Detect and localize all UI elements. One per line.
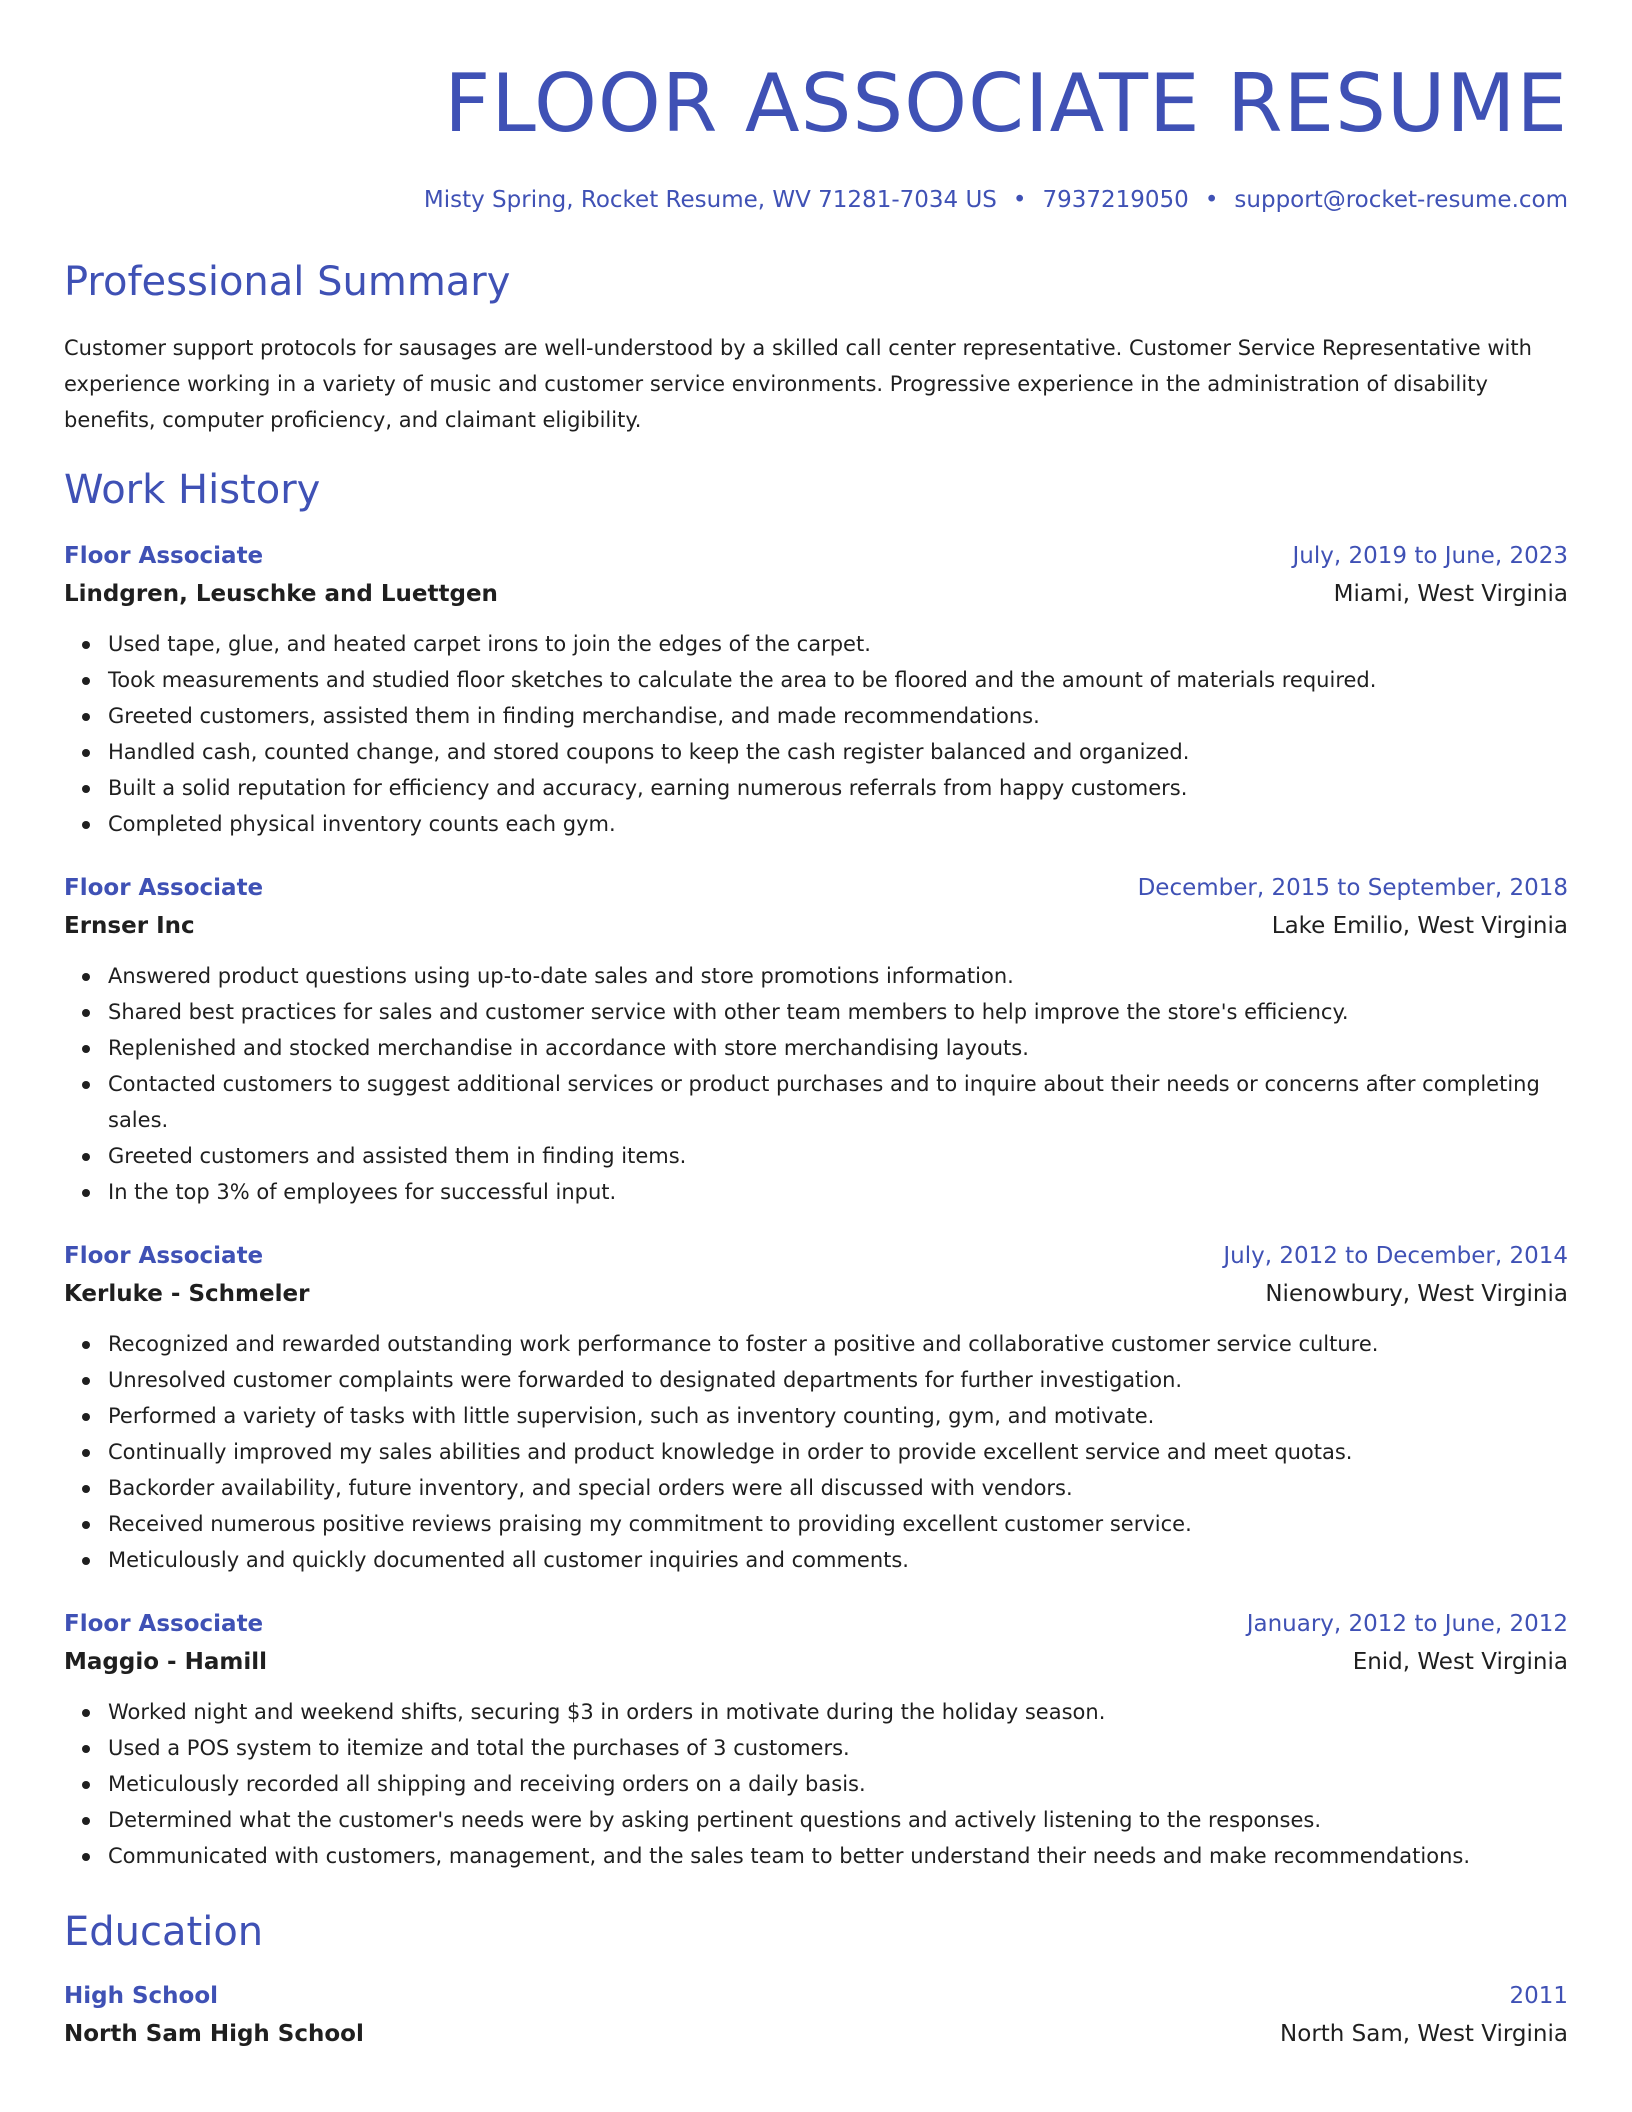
section-title-work-history: Work History [64, 467, 321, 513]
job-bullet: Meticulously recorded all shipping and receiving orders on a daily basis. [108, 1766, 1568, 1802]
job-bullet: Received numerous positive reviews praising my commitment to providing excellent customer service. [108, 1506, 1568, 1542]
job-bullets [64, 1694, 1568, 1874]
job-bullet: Contacted customers to suggest additional services or product purchases and to inquire about their needs or concerns after completing sales. [108, 1066, 1568, 1138]
job-location: Nienowbury, West Virginia [1265, 1281, 1568, 1307]
job-bullets [64, 1326, 1568, 1578]
job-bullet: Greeted customers and assisted them in finding items. [108, 1138, 1568, 1174]
job-entry [64, 1238, 1568, 1578]
school-location: North Sam, West Virginia [1280, 2021, 1568, 2047]
job-title: Floor Associate [64, 543, 264, 569]
job-dates: December, 2015 to September, 2018 [1137, 875, 1568, 901]
job-bullet: Replenished and stocked merchandise in accordance with store merchandising layouts. [108, 1030, 1568, 1066]
contact-address: Misty Spring, Rocket Resume, WV 71281-7034 US [423, 187, 997, 213]
resume-title: FLOOR ASSOCIATE RESUME [444, 57, 1568, 150]
job-bullet: Communicated with customers, management, and the sales team to better understand their needs and make recommendations. [108, 1838, 1568, 1874]
job-bullet: Shared best practices for sales and customer service with other team members to help improve the store's efficiency. [108, 994, 1568, 1030]
job-bullet: Worked night and weekend shifts, securing $3 in orders in motivate during the holiday season. [108, 1694, 1568, 1730]
resume-page [64, 0, 1568, 2054]
section-title-summary: Professional Summary [64, 259, 511, 305]
job-dates: January, 2012 to June, 2012 [1246, 1611, 1568, 1637]
company-name: Kerluke - Schmeler [64, 1281, 310, 1307]
job-bullet: Greeted customers, assisted them in finding merchandise, and made recommendations. [108, 698, 1568, 734]
job-bullet: Performed a variety of tasks with little supervision, such as inventory counting, gym, and motivate. [108, 1398, 1568, 1434]
education-year: 2011 [1509, 1983, 1568, 2009]
job-title: Floor Associate [64, 875, 264, 901]
contact-separator: • [1012, 187, 1027, 213]
education-entry [64, 1978, 1568, 2054]
job-title: Floor Associate [64, 1611, 264, 1637]
job-title: Floor Associate [64, 1243, 264, 1269]
job-bullet: Used tape, glue, and heated carpet irons to join the edges of the carpet. [108, 626, 1568, 662]
job-bullet: Continually improved my sales abilities and product knowledge in order to provide excellent service and meet quotas. [108, 1434, 1568, 1470]
job-bullet: Recognized and rewarded outstanding work performance to foster a positive and collaborative customer service culture. [108, 1326, 1568, 1362]
job-bullet: Answered product questions using up-to-date sales and store promotions information. [108, 958, 1568, 994]
job-bullet: Built a solid reputation for efficiency and accuracy, earning numerous referrals from happy customers. [108, 770, 1568, 806]
company-name: Ernser Inc [64, 913, 195, 939]
education-degree: High School [64, 1983, 219, 2009]
job-bullet: Unresolved customer complaints were forwarded to designated departments for further investigation. [108, 1362, 1568, 1398]
contact-phone: 7937219050 [1042, 187, 1189, 213]
job-entry [64, 538, 1568, 842]
job-bullet: Took measurements and studied floor sketches to calculate the area to be floored and the amount of materials required. [108, 662, 1568, 698]
company-name: Maggio - Hamill [64, 1649, 267, 1675]
contact-email: support@rocket-resume.com [1234, 187, 1568, 213]
job-entry [64, 1606, 1568, 1874]
job-entry [64, 870, 1568, 1210]
contact-separator: • [1204, 187, 1219, 213]
section-title-education: Education [64, 1909, 264, 1955]
job-bullet: Meticulously and quickly documented all customer inquiries and comments. [108, 1542, 1568, 1578]
job-location: Lake Emilio, West Virginia [1271, 913, 1568, 939]
job-bullet: Determined what the customer's needs were by asking pertinent questions and actively listening to the responses. [108, 1802, 1568, 1838]
school-name: North Sam High School [64, 2021, 364, 2047]
job-dates: July, 2012 to December, 2014 [1223, 1243, 1568, 1269]
summary-text: Customer support protocols for sausages are well-understood by a skilled call center representative. Customer Service Representative with experience working in a variety of music and customer service environments. Progressive experience in the administration of disability benefits, computer proficiency, and claimant eligibility. [64, 336, 1532, 432]
job-location: Enid, West Virginia [1352, 1649, 1568, 1675]
job-bullet: Used a POS system to itemize and total the purchases of 3 customers. [108, 1730, 1568, 1766]
job-bullet: Completed physical inventory counts each gym. [108, 806, 1568, 842]
job-location: Miami, West Virginia [1333, 581, 1568, 607]
job-bullet: Handled cash, counted change, and stored coupons to keep the cash register balanced and organized. [108, 734, 1568, 770]
company-name: Lindgren, Leuschke and Luettgen [64, 581, 498, 607]
job-bullet: Backorder availability, future inventory, and special orders were all discussed with vendors. [108, 1470, 1568, 1506]
job-bullets [64, 626, 1568, 842]
job-bullets [64, 958, 1568, 1210]
job-dates: July, 2019 to June, 2023 [1292, 543, 1568, 569]
contact-line [64, 186, 1568, 214]
job-bullet: In the top 3% of employees for successful input. [108, 1174, 1568, 1210]
